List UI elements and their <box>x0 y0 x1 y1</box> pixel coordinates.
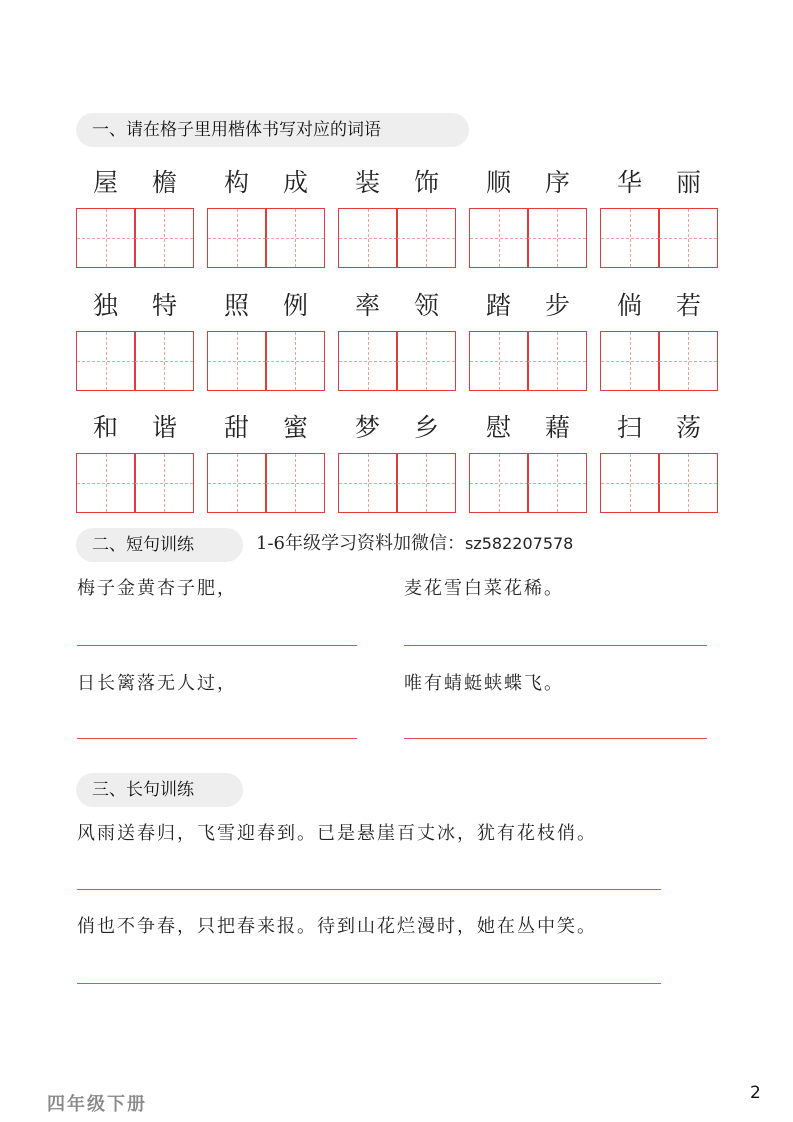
grid-guide-vertical <box>688 332 689 390</box>
long-line-2: 俏也不争春，只把春来报。待到山花烂漫时，她在丛中笑。 <box>77 916 597 937</box>
wechat-prefix: 1-6年级学习资料加微信： <box>256 533 465 554</box>
word-characters <box>469 163 587 203</box>
short-line-3: 日长篱落无人过， <box>77 673 237 694</box>
word-characters <box>76 163 194 203</box>
writing-line[interactable] <box>77 889 661 890</box>
grid-guide-vertical <box>164 454 165 512</box>
pinyin-character: 踏 <box>485 291 511 320</box>
grid-guide-vertical <box>557 332 558 390</box>
word-characters <box>600 163 718 203</box>
pinyin-character: 独 <box>92 291 118 320</box>
vocab-word <box>600 408 718 466</box>
writing-line[interactable] <box>77 983 661 984</box>
word-characters <box>76 286 194 326</box>
grid-guide-vertical <box>106 332 107 390</box>
writing-grid <box>207 208 325 267</box>
grid-guide-vertical <box>688 209 689 267</box>
pinyin-character: 倘 <box>616 291 642 320</box>
section1-title-text: 一、请在格子里用楷体书写对应的词语 <box>92 120 381 140</box>
section3-title <box>76 773 243 807</box>
book-label: 四年级下册 <box>47 1094 147 1115</box>
tian-grid-cell[interactable] <box>265 331 325 391</box>
tian-grid-cell[interactable] <box>76 208 136 268</box>
word-characters <box>338 408 456 448</box>
writing-grid <box>600 208 718 267</box>
grid-guide-vertical <box>237 209 238 267</box>
section3-title-text: 三、长句训练 <box>92 780 194 800</box>
writing-grid <box>76 208 194 267</box>
grid-guide-vertical <box>295 332 296 390</box>
grid-guide-vertical <box>499 209 500 267</box>
pinyin-character: 例 <box>282 291 308 320</box>
tian-grid-cell[interactable] <box>76 453 136 513</box>
vocab-word <box>338 286 456 344</box>
grid-guide-vertical <box>630 454 631 512</box>
pinyin-character: 屋 <box>92 168 118 197</box>
grid-guide-vertical <box>368 332 369 390</box>
pinyin-character: 蜜 <box>282 413 308 442</box>
section2-title <box>76 528 243 562</box>
tian-grid-cell[interactable] <box>76 331 136 391</box>
tian-grid-cell[interactable] <box>600 208 660 268</box>
vocab-word <box>76 286 194 344</box>
short-line-1: 梅子金黄杏子肥， <box>77 578 237 599</box>
vocab-word <box>469 286 587 344</box>
pinyin-character: 藉 <box>544 413 570 442</box>
section2-title-text: 二、短句训练 <box>92 535 194 555</box>
tian-grid-cell[interactable] <box>469 208 529 268</box>
pinyin-character: 成 <box>282 168 308 197</box>
pinyin-character: 领 <box>413 291 439 320</box>
word-characters <box>76 408 194 448</box>
tian-grid-cell[interactable] <box>338 453 398 513</box>
tian-grid-cell[interactable] <box>600 331 660 391</box>
tian-grid-cell[interactable] <box>600 453 660 513</box>
pinyin-character: 和 <box>92 413 118 442</box>
section1-title <box>76 113 469 147</box>
tian-grid-cell[interactable] <box>396 453 456 513</box>
word-characters <box>338 163 456 203</box>
vocab-word <box>207 408 325 466</box>
long-line-1: 风雨送春归，飞雪迎春到。已是悬崖百丈冰，犹有花枝俏。 <box>77 823 597 844</box>
pinyin-character: 谐 <box>151 413 177 442</box>
pinyin-character: 饰 <box>413 168 439 197</box>
pinyin-character: 甜 <box>223 413 249 442</box>
pinyin-character: 装 <box>354 168 380 197</box>
pinyin-character: 顺 <box>485 168 511 197</box>
vocab-word <box>338 408 456 466</box>
writing-grid <box>469 331 587 390</box>
tian-grid-cell[interactable] <box>396 331 456 391</box>
tian-grid-cell[interactable] <box>207 331 267 391</box>
vocab-word <box>469 163 587 221</box>
tian-grid-cell[interactable] <box>396 208 456 268</box>
grid-guide-vertical <box>426 332 427 390</box>
grid-guide-vertical <box>106 454 107 512</box>
grid-guide-vertical <box>426 209 427 267</box>
pinyin-character: 荡 <box>675 413 701 442</box>
writing-grid <box>338 208 456 267</box>
vocab-word <box>600 163 718 221</box>
tian-grid-cell[interactable] <box>658 331 718 391</box>
writing-grid <box>338 453 456 512</box>
pinyin-character: 若 <box>675 291 701 320</box>
writing-grid <box>76 331 194 390</box>
writing-grid <box>207 331 325 390</box>
pinyin-character: 华 <box>616 168 642 197</box>
pinyin-character: 丽 <box>675 168 701 197</box>
pinyin-character: 构 <box>223 168 249 197</box>
pinyin-character: 率 <box>354 291 380 320</box>
tian-grid-cell[interactable] <box>134 331 194 391</box>
tian-grid-cell[interactable] <box>207 208 267 268</box>
grid-guide-vertical <box>164 209 165 267</box>
grid-guide-vertical <box>237 332 238 390</box>
vocab-word <box>76 163 194 221</box>
word-characters <box>207 286 325 326</box>
grid-guide-vertical <box>237 454 238 512</box>
grid-guide-vertical <box>106 209 107 267</box>
wechat-note <box>256 531 573 557</box>
word-characters <box>469 408 587 448</box>
vocab-word <box>600 286 718 344</box>
pinyin-character: 特 <box>151 291 177 320</box>
writing-grid <box>600 453 718 512</box>
pinyin-character: 檐 <box>151 168 177 197</box>
writing-grid <box>207 453 325 512</box>
tian-grid-cell[interactable] <box>207 453 267 513</box>
writing-grid <box>469 453 587 512</box>
writing-line[interactable] <box>404 738 707 739</box>
short-line-2: 麦花雪白菜花稀。 <box>404 578 564 599</box>
vocab-word <box>76 408 194 466</box>
tian-grid-cell[interactable] <box>527 453 587 513</box>
grid-guide-vertical <box>557 454 558 512</box>
vocab-word <box>207 286 325 344</box>
tian-grid-cell[interactable] <box>658 208 718 268</box>
tian-grid-cell[interactable] <box>469 453 529 513</box>
writing-grid <box>600 331 718 390</box>
pinyin-character: 扫 <box>616 413 642 442</box>
pinyin-character: 步 <box>544 291 570 320</box>
page-number: 2 <box>750 1083 761 1103</box>
word-characters <box>600 286 718 326</box>
word-characters <box>207 163 325 203</box>
pinyin-character: 梦 <box>354 413 380 442</box>
grid-guide-vertical <box>688 454 689 512</box>
writing-line[interactable] <box>77 738 357 739</box>
writing-line[interactable] <box>77 645 357 646</box>
grid-guide-vertical <box>295 454 296 512</box>
grid-guide-vertical <box>295 209 296 267</box>
writing-grid <box>338 331 456 390</box>
grid-guide-vertical <box>499 454 500 512</box>
word-characters <box>338 286 456 326</box>
pinyin-character: 慰 <box>485 413 511 442</box>
writing-grid <box>469 208 587 267</box>
wechat-id: sz582207578 <box>465 534 574 553</box>
word-characters <box>469 286 587 326</box>
tian-grid-cell[interactable] <box>338 331 398 391</box>
grid-guide-vertical <box>630 209 631 267</box>
tian-grid-cell[interactable] <box>134 453 194 513</box>
vocab-word <box>207 163 325 221</box>
grid-guide-vertical <box>368 454 369 512</box>
grid-guide-vertical <box>368 209 369 267</box>
tian-grid-cell[interactable] <box>658 453 718 513</box>
tian-grid-cell[interactable] <box>527 208 587 268</box>
vocab-word <box>469 408 587 466</box>
grid-guide-vertical <box>164 332 165 390</box>
tian-grid-cell[interactable] <box>265 208 325 268</box>
pinyin-character: 序 <box>544 168 570 197</box>
pinyin-character: 照 <box>223 291 249 320</box>
grid-guide-vertical <box>426 454 427 512</box>
grid-guide-vertical <box>557 209 558 267</box>
grid-guide-vertical <box>499 332 500 390</box>
writing-grid <box>76 453 194 512</box>
word-characters <box>207 408 325 448</box>
writing-line[interactable] <box>404 645 707 646</box>
short-line-4: 唯有蜻蜓蛱蝶飞。 <box>404 673 564 694</box>
word-characters <box>600 408 718 448</box>
tian-grid-cell[interactable] <box>134 208 194 268</box>
pinyin-character: 乡 <box>413 413 439 442</box>
vocab-word <box>338 163 456 221</box>
grid-guide-vertical <box>630 332 631 390</box>
tian-grid-cell[interactable] <box>469 331 529 391</box>
tian-grid-cell[interactable] <box>338 208 398 268</box>
tian-grid-cell[interactable] <box>265 453 325 513</box>
tian-grid-cell[interactable] <box>527 331 587 391</box>
